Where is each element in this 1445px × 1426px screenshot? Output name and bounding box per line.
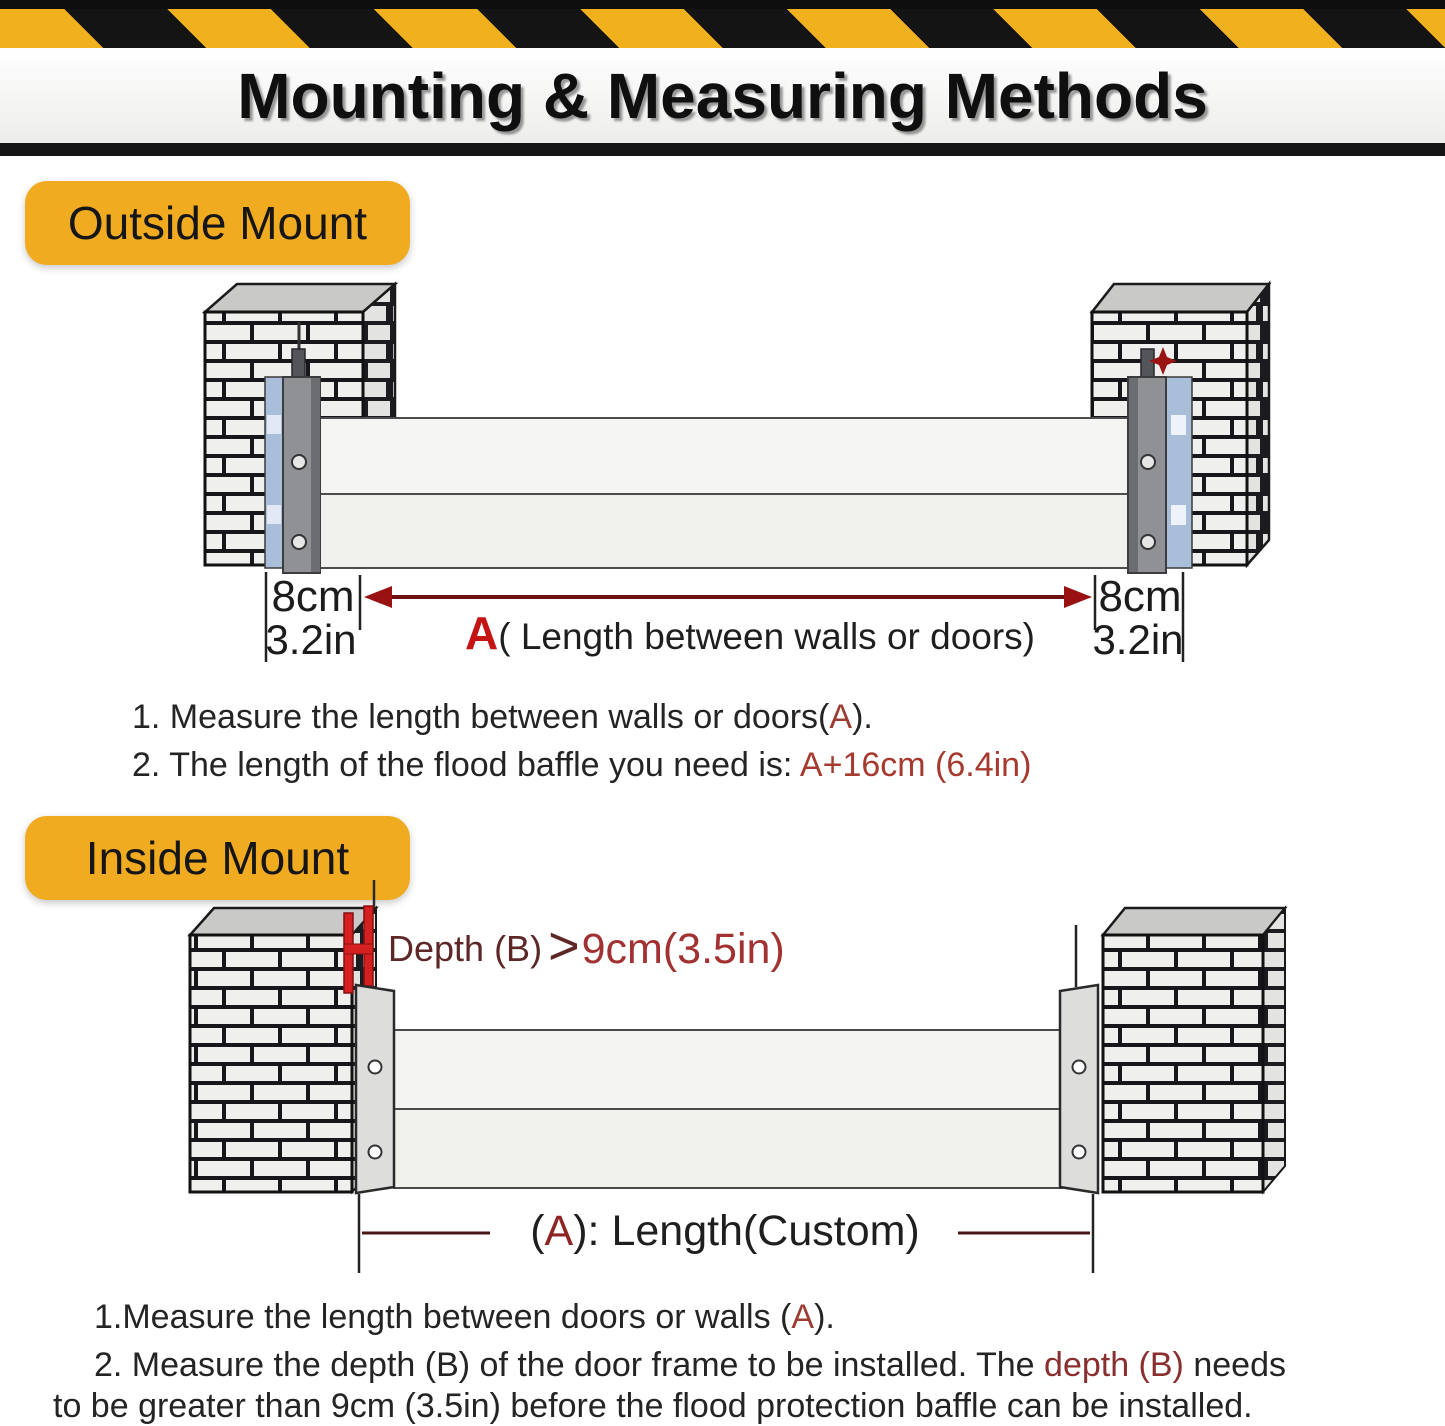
flood-baffle-outside (320, 418, 1140, 568)
inside-step-2-line-2: to be greater than 9cm (3.5in) before the flood protection baffle can be installed. (53, 1387, 1253, 1425)
span-length-label (450, 606, 1050, 660)
right-seal-strip (1166, 377, 1192, 568)
gap-measure-left-in: 3.2in (265, 616, 357, 663)
greater-than-symbol: > (548, 916, 580, 976)
outside-step-2: 2. The length of the flood baffle you need is: A+16cm (6.4in) (132, 746, 1032, 784)
left-seal-strip (265, 377, 284, 568)
outside-mount-badge-label: Outside Mount (67, 197, 368, 249)
inside-left-bracket (356, 985, 394, 1193)
depth-label (388, 915, 785, 983)
inside-right-bracket (1060, 925, 1098, 1193)
gap-measure-left-cm: 8cm (271, 572, 355, 621)
inside-mount-badge-label: Inside Mount (85, 832, 350, 884)
span-length-label-a: A (464, 607, 499, 659)
outside-steps (132, 693, 1031, 789)
outside-step-1: 1. Measure the length between walls or doors(A). (132, 698, 873, 736)
flood-baffle-inside (394, 1030, 1062, 1188)
depth-label-text: Depth (B) (388, 928, 543, 969)
page-title: Mounting & Measuring Methods (237, 59, 1208, 132)
inside-step-2-line-1: 2. Measure the depth (B) of the door frame to be installed. The depth (B) needs (94, 1346, 1286, 1384)
inside-right-brick-pillar (1103, 908, 1285, 1192)
width-arrow (364, 586, 1092, 608)
gap-measure-right-in: 3.2in (1092, 616, 1184, 663)
length-custom-label: (A): Length(Custom) (530, 1207, 920, 1255)
inside-step-1: 1.Measure the length between doors or walls (A). (94, 1298, 835, 1336)
depth-label-value: 9cm(3.5in) (581, 924, 785, 973)
gap-measure-right-cm: 8cm (1098, 572, 1182, 621)
span-length-label-text: ( Length between walls or doors) (498, 616, 1036, 657)
